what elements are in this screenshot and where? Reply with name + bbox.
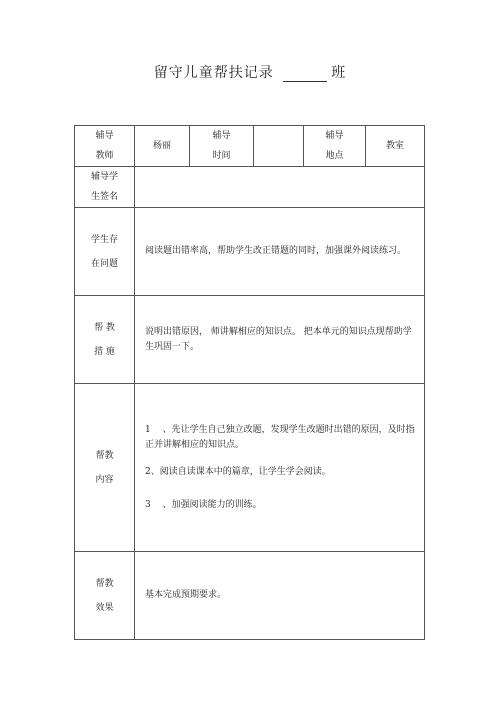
tutor-time-value: [254, 126, 304, 167]
effect-label: [75, 552, 135, 640]
measures-label: [75, 296, 135, 384]
content-cell: [135, 384, 425, 552]
label-line-1: 帮教: [95, 450, 114, 461]
record-table: [74, 125, 425, 640]
student-sign-value: [135, 167, 425, 208]
label-line-2: 生签名: [90, 192, 118, 202]
label-line-2: 措 施: [94, 346, 115, 357]
label-line-2: 时间: [212, 151, 231, 161]
measures-row: [75, 296, 425, 384]
effect-text: 基本完成预期要求。: [135, 552, 425, 640]
class-blank-line: [283, 67, 327, 82]
label-line-2: 地点: [325, 151, 344, 161]
content-row: [75, 384, 425, 552]
problems-text: 阅读题出错率高，帮助学生改正错题的同时，加强课外阅读练习。: [135, 208, 425, 296]
tutor-time-label: [190, 126, 254, 167]
label-line-1: 帮教: [95, 578, 114, 589]
content-item-3: 3 、加强阅读能力的训练。: [145, 499, 262, 510]
title-suffix: 班: [331, 65, 347, 81]
label-line-2: 内容: [95, 474, 114, 485]
label-line-1: 辅导学: [90, 172, 118, 182]
label-line-1: 学生存: [90, 234, 118, 245]
student-sign-row: [75, 167, 425, 208]
measures-text: 说明出错原因， 师讲解相应的知识点。 把本单元的知识点现帮助学生巩固一下。: [135, 296, 425, 384]
header-row: [75, 126, 425, 167]
student-sign-label: [75, 167, 135, 208]
content-label: [75, 384, 135, 552]
content-item-1: 1 、先让学生自己独立改题，发现学生改题时出错的原因，及时指正并讲解相应的知识点。: [145, 424, 415, 450]
label-line-1: 辅导: [212, 131, 231, 141]
label-line-1: 辅导: [95, 131, 114, 141]
label-line-2: 在问题: [90, 258, 118, 269]
content-item-2: 2、阅读自读课本中的篇章，让学生学会阅读。: [145, 466, 331, 477]
effect-row: [75, 552, 425, 640]
problems-label: [75, 208, 135, 296]
page-title: [0, 62, 500, 82]
label-line-2: 效果: [95, 602, 114, 613]
label-line-2: 教师: [95, 151, 114, 161]
tutor-place-label: [304, 126, 366, 167]
label-line-1: 辅导: [325, 131, 344, 141]
tutor-place-value: 教室: [366, 126, 425, 167]
tutor-teacher-value: 杨丽: [135, 126, 190, 167]
tutor-teacher-label: [75, 126, 135, 167]
title-text: 留守儿童帮扶记录: [153, 65, 274, 81]
label-line-1: 帮 教: [94, 322, 115, 333]
problems-row: [75, 208, 425, 296]
